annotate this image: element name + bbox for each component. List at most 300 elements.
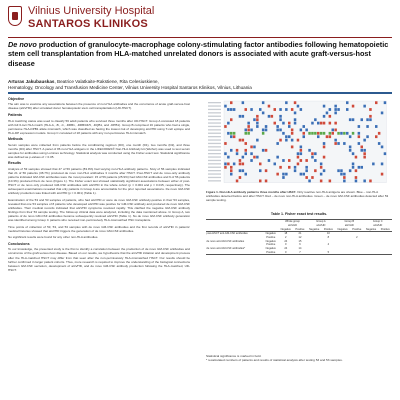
- title-divider: [8, 92, 392, 94]
- matrix-cell: [323, 115, 326, 118]
- matrix-cell: [285, 101, 288, 104]
- matrix-cell: [268, 105, 271, 108]
- matrix-cell: [329, 180, 332, 183]
- matrix-cell: [230, 135, 233, 138]
- table-cell: 18: [284, 232, 288, 236]
- title-rest: production of granulocyte-macrophage colony-stimulating factor antibodies following hematopoietic stem cell transplantation from HLA-matched unrelated donors is associated with acute graft-versus-host disease: [8, 40, 389, 68]
- matrix-cell: [242, 156, 245, 159]
- matrix-cell: [314, 159, 317, 162]
- matrix-cell: [332, 129, 335, 132]
- matrix-cell: [274, 108, 277, 111]
- matrix-cell: [352, 163, 355, 166]
- matrix-cell: [329, 135, 332, 138]
- matrix-cell: [285, 173, 288, 176]
- matrix-cell: [346, 132, 349, 135]
- matrix-cell: [247, 125, 250, 128]
- matrix-cell: [372, 163, 375, 166]
- matrix-cell: [300, 173, 303, 176]
- matrix-cell: [358, 166, 361, 169]
- table-cell: [307, 251, 322, 255]
- matrix-cell: [250, 152, 253, 155]
- matrix-cell: [259, 108, 262, 111]
- matrix-cell: [300, 129, 303, 132]
- matrix-cell: [337, 108, 340, 111]
- affiliation: Hematology, Oncology and Transfusion Medicine Center, Vilnius University Hospital Santaros Klinikos, Vilnius, Lithuania: [8, 85, 252, 90]
- row-level: Positive: [266, 243, 276, 247]
- figure-caption-title: Figure 1. Non-HLA antibody patterns three months after HSCT.: [206, 190, 297, 194]
- matrix-cell: [279, 115, 282, 118]
- matrix-cell: [349, 135, 352, 138]
- matrix-cell: [233, 135, 236, 138]
- matrix-cell: [294, 169, 297, 172]
- matrix-cell: [311, 122, 314, 125]
- figure-caption-text: Only reactive non-HLA antigens are shown. Blue – non-HLA antibodies detected before and after HSCT. Red – de novo non-HLA antibodies. Green – de novo GM-CSF antibodies detected after 53 sample testing.: [206, 190, 389, 202]
- matrix-cell: [276, 173, 279, 176]
- matrix-cell: [265, 169, 268, 172]
- figure-caption: [206, 190, 392, 202]
- matrix-cell: [230, 173, 233, 176]
- antigen-label-placeholder: [208, 105, 221, 106]
- matrix-cell: [265, 129, 268, 132]
- table-cell: 24: [284, 247, 288, 251]
- matrix-cell: [343, 176, 346, 179]
- matrix-cell: [236, 152, 239, 155]
- matrix-cell: [230, 169, 233, 172]
- matrix-cell: [256, 115, 259, 118]
- matrix-background: [224, 101, 386, 183]
- matrix-cell: [334, 142, 337, 145]
- matrix-cell: [340, 169, 343, 172]
- matrix-cell: [355, 180, 358, 183]
- section-heading: Conclusions: [8, 242, 30, 246]
- matrix-cell: [369, 118, 372, 121]
- matrix-cell: [279, 166, 282, 169]
- matrix-cell: [239, 159, 242, 162]
- section-paragraph: HLA matching status was used to classify 56 adult patients who survived three months after UD-HSCT. Group A consisted 18 patients with full 6-loci HLA match (HLA-A, -B, -C, -DRB1, -DRB3/4/5, -DQB1, and -DPB1). Group B comprised 16 patients who had a single, permissive HLA-DPB1 allele mismatch, which was classified as having the lowest risk of developing aGVHD using T-cell epitope and HLA-DP expression models. Group C consisted of 18 patients with any non-permissive HLA mismatch.: [8, 118, 190, 135]
- matrix-cell: [262, 112, 265, 115]
- matrix-cell: [242, 139, 245, 142]
- matrix-cell: [256, 125, 259, 128]
- row-label: [206, 251, 263, 255]
- matrix-cell: [375, 125, 378, 128]
- institution-subname: SANTAROS KLINIKOS: [28, 18, 148, 30]
- matrix-cell: [256, 122, 259, 125]
- matrix-cell: [305, 169, 308, 172]
- matrix-cell: [230, 108, 233, 111]
- matrix-cell: [285, 108, 288, 111]
- matrix-cell: [358, 132, 361, 135]
- matrix-cell: [311, 176, 314, 179]
- matrix-cell: [334, 122, 337, 125]
- matrix-cell: [253, 146, 256, 149]
- matrix-cell: [239, 139, 242, 142]
- section-paragraph: The aim was to examine any associations between the presence of non-HLA antibodies and the occurrence of acute graft-versus-host disease (aGVHD) after unrelated donor hematopoietic stem cell transplantation (UD-HSCT).: [8, 102, 190, 111]
- matrix-cell: [349, 118, 352, 121]
- matrix-cell: [308, 132, 311, 135]
- matrix-cell: [323, 105, 326, 108]
- section-paragraph: To our knowledge, the presented study is the first to identify a correlation between the production of de novo GM-CSF antibodies and occurrence of the graft-versus-host disease. Based on our results, we hypothesize that the aGVHD initiation and development process after the HLA-matched HSCT may differ from that seen after the non-permissively HLA-mismatched HSCT. Our results should be further confirmed in larger patient cohorts. Thus, more research is required to improve the understanding of the biological connections between GM-CSF secretion, development of aGVHD, and de novo GM-CSF antibody production following the HLA-matched, UD-HSCT.: [8, 247, 190, 272]
- matrix-cell: [242, 169, 245, 172]
- matrix-cell: [256, 156, 259, 159]
- table-cell: 8: [327, 236, 330, 240]
- matrix-cell: [282, 173, 285, 176]
- antigen-label-placeholder: [208, 136, 221, 137]
- matrix-cell: [334, 105, 337, 108]
- level-header: Positive: [293, 227, 306, 231]
- section-heading: Objective: [8, 97, 25, 101]
- matrix-cell: [303, 135, 306, 138]
- matrix-cell: [279, 129, 282, 132]
- poster-header: [8, 4, 392, 37]
- matrix-cell: [230, 118, 233, 121]
- matrix-cell: [320, 122, 323, 125]
- matrix-cell: [308, 149, 311, 152]
- section-paragraph: No significant results were found for any other non-HLA antibodies.: [8, 235, 99, 240]
- matrix-cell: [300, 159, 303, 162]
- antigen-label-placeholder: [208, 112, 221, 113]
- section-paragraph: Time points of collection of 53, 53, and 53 samples with de novo GM-CSF antibodies and the first records of aGVHD in patients' medical histories showed that aGVHD triggers the generation of de novo GM-CSF antibodies.: [8, 224, 190, 233]
- matrix-cell: [265, 149, 268, 152]
- matrix-cell: [227, 156, 230, 159]
- matrix-cell: [320, 163, 323, 166]
- matrix-cell: [343, 173, 346, 176]
- matrix-cell: [291, 129, 294, 132]
- matrix-cell: [288, 122, 291, 125]
- matrix-cell: [361, 149, 364, 152]
- matrix-cell: [291, 108, 294, 111]
- matrix-cell: [242, 115, 245, 118]
- matrix-cell: [343, 180, 346, 183]
- matrix-cell: [239, 163, 242, 166]
- matrix-cell: [294, 166, 297, 169]
- level-header: Negative: [278, 227, 293, 231]
- row-label: de novo anti-GM-CSF antibodies: [206, 239, 245, 243]
- table-cell: 14: [298, 247, 302, 251]
- matrix-cell: [317, 122, 320, 125]
- matrix-cell: [247, 132, 250, 135]
- matrix-cell: [314, 118, 317, 121]
- matrix-cell: [305, 129, 308, 132]
- matrix-cell: [317, 135, 320, 138]
- matrix-cell: [288, 159, 291, 162]
- matrix-cell: [265, 125, 268, 128]
- matrix-cell: [227, 108, 230, 111]
- agvhd-header: aGVHD: [373, 223, 383, 227]
- antigen-label-placeholder: [208, 180, 221, 181]
- presenting-author: Arturas Jakubauskas: [8, 79, 55, 84]
- matrix-cell: [358, 142, 361, 145]
- matrix-cell: [329, 115, 332, 118]
- matrix-cell: [245, 129, 248, 132]
- matrix-cell: [297, 163, 300, 166]
- matrix-cell: [303, 132, 306, 135]
- matrix-cell: [262, 149, 265, 152]
- matrix-cell: [323, 156, 326, 159]
- matrix-cell: [288, 135, 291, 138]
- matrix-cell: [291, 146, 294, 149]
- matrix-cell: [323, 132, 326, 135]
- matrix-cell: [366, 135, 369, 138]
- matrix-cell: [343, 132, 346, 135]
- matrix-cell: [245, 149, 248, 152]
- antigen-label-placeholder: [208, 139, 221, 140]
- table-cell: 10: [326, 232, 330, 236]
- matrix-cell: [245, 173, 248, 176]
- university-crest-icon: [8, 6, 22, 26]
- matrix-cell: [294, 118, 297, 121]
- matrix-cell: [285, 135, 288, 138]
- table-cell: [379, 251, 392, 255]
- level-header: Positive: [350, 227, 363, 231]
- matrix-cell: [334, 112, 337, 115]
- matrix-cell: [303, 173, 306, 176]
- matrix-cell: [245, 142, 248, 145]
- matrix-cell: [332, 132, 335, 135]
- matrix-cell: [262, 129, 265, 132]
- matrix-cell: [230, 166, 233, 169]
- matrix-cell: [245, 152, 248, 155]
- matrix-cell: [276, 156, 279, 159]
- matrix-cell: [233, 163, 236, 166]
- matrix-cell: [259, 180, 262, 183]
- matrix-cell: [236, 149, 239, 152]
- antigen-label-placeholder: [208, 153, 221, 154]
- antigen-label-placeholder: [208, 126, 221, 127]
- level-header: Positive: [322, 227, 335, 231]
- matrix-cell: [337, 132, 340, 135]
- antibody-pattern-matrix: [206, 97, 392, 188]
- matrix-cell: [288, 166, 291, 169]
- matrix-cell: [361, 146, 364, 149]
- matrix-cell: [268, 115, 271, 118]
- matrix-cell: [352, 105, 355, 108]
- section-paragraph: Analysis of 53 samples showed that 47 of 56 patients (83.9%) had varying non-HLA antibody patterns. Sixty of 56 samples indicated that 21 of 56 patients (38.7%) produced de novo non-HLA antibodies 3 months after HSCT. Post-HSCT and de novo-only antibody patterns indicated GM-CSF antibodies were the most prevalent: 15 of 56 patients (25.9%) had GM-CSF antibodies and 6 of 56 patients (10.3%) produced them de novo (Figure 1). The Fisher exact test showed statistically significant associations between either of post-HSCT or de novo only produced GM-CSF antibodies with aGVHD in the whole cohort (p = 0.004 and p = 0.015, respectively). The subsequent examinations revealed that only patients in Group A are accountable for the prior reported associations. De novo GM-CSF antibody production was linked with aGVHD (p = 0.001) (Table 1).: [8, 166, 190, 196]
- antigen-label-placeholder: [208, 156, 221, 157]
- matrix-cell: [300, 146, 303, 149]
- section-heading: Results: [8, 161, 21, 166]
- matrix-cell: [352, 132, 355, 135]
- matrix-cell: [288, 125, 291, 128]
- matrix-cell: [250, 108, 253, 111]
- matrix-cell: [253, 156, 256, 159]
- institution-name: Vilnius University Hospital: [28, 5, 155, 17]
- matrix-cell: [276, 142, 279, 145]
- group-header: Group B: [335, 220, 363, 224]
- antigen-label-placeholder: [208, 173, 221, 174]
- matrix-cell: [224, 105, 227, 108]
- antigen-label-placeholder: [208, 146, 221, 147]
- fisher-results-table: [206, 219, 392, 255]
- matrix-cell: [279, 139, 282, 142]
- section-paragraph: Examination of the 53 and 53 samples of patients, who had aGVHD or were de novo GM-CSF antibody-positive in their 53 samples, revealed that one 53 samples of 8 patients who developed aGVHD was positive for GM-CSF antibody and produced de novo GM-CSF antibodies. Their medical records indicated that aGVHD symptoms resolved rapidly. This clarified the negative GM-CSF antibody findings from their 53 sample testing. The follow-up clinical data were analyzed, including the data mentioned above. In Group A, two patients of de novo GM-CSF antibodies became subsequently resolved aGVHD (Table 1). No de novo GM-CSF antibody generation was identified among Group C patients who received non-permissively HLA-mismatched HSC transplants.: [8, 197, 190, 223]
- table-cell: 7: [293, 251, 306, 255]
- table-cell: 15: [298, 239, 302, 243]
- matrix-cell: [256, 139, 259, 142]
- matrix-cell: [340, 132, 343, 135]
- table-cell: 4: [327, 243, 330, 247]
- matrix-cell: [323, 146, 326, 149]
- antigen-label-placeholder: [208, 102, 221, 103]
- matrix-cell: [224, 152, 227, 155]
- matrix-cell: [311, 156, 314, 159]
- matrix-cell: [369, 108, 372, 111]
- figure-1: [206, 97, 392, 188]
- table-cell: [364, 251, 379, 255]
- matrix-cell: [384, 101, 387, 104]
- matrix-cell: [329, 132, 332, 135]
- table-cell: 0: [285, 243, 287, 247]
- antigen-label-placeholder: [208, 160, 221, 161]
- matrix-cell: [262, 132, 265, 135]
- matrix-cell: [282, 122, 285, 125]
- matrix-cell: [355, 169, 358, 172]
- matrix-cell: [239, 115, 242, 118]
- matrix-cell: [297, 156, 300, 159]
- matrix-cell: [349, 169, 352, 172]
- matrix-cell: [274, 122, 277, 125]
- matrix-cell: [276, 129, 279, 132]
- matrix-cell: [363, 149, 366, 152]
- matrix-cell: [375, 101, 378, 104]
- matrix-cell: [250, 159, 253, 162]
- matrix-cell: [375, 135, 378, 138]
- matrix-cell: [320, 132, 323, 135]
- co-authors: , Beatrice Valatkaite-Rakstiene, Rita Celesiuskiene,: [54, 79, 159, 84]
- matrix-cell: [320, 166, 323, 169]
- matrix-cell: [294, 101, 297, 104]
- matrix-cell: [259, 163, 262, 166]
- table-title: Table 1. Fisher exact test results.: [270, 212, 328, 216]
- table-cell: [350, 251, 363, 255]
- matrix-cell: [233, 108, 236, 111]
- matrix-cell: [314, 169, 317, 172]
- matrix-cell: [355, 176, 358, 179]
- matrix-cell: [363, 152, 366, 155]
- matrix-cell: [381, 146, 384, 149]
- table-row: [206, 251, 392, 255]
- matrix-cell: [224, 125, 227, 128]
- matrix-cell: [329, 108, 332, 111]
- matrix-cell: [366, 118, 369, 121]
- matrix-cell: [305, 176, 308, 179]
- matrix-cell: [340, 173, 343, 176]
- group-header: Group A: [307, 220, 335, 224]
- row-label: de novo anti-GM-CSF antibodies*: [206, 247, 246, 251]
- title-lead: De novo: [8, 40, 37, 49]
- matrix-cell: [227, 122, 230, 125]
- table-note: * recalculated numbers of patients and results of statistical analysis after testing 53 and 53 samples.: [206, 358, 343, 363]
- agvhd-header: aGVHD: [316, 223, 326, 227]
- matrix-cell: [358, 135, 361, 138]
- antigen-label-placeholder: [208, 167, 221, 168]
- level-header: Negative: [307, 227, 322, 231]
- table-cell: 2: [285, 236, 287, 240]
- matrix-cell: [250, 146, 253, 149]
- table-note: Statistical significance is marked in bold.: [206, 354, 262, 358]
- matrix-cell: [236, 180, 239, 183]
- table-cell: 24: [284, 239, 288, 243]
- matrix-cell: [343, 142, 346, 145]
- matrix-cell: [305, 159, 308, 162]
- table-cell: [335, 251, 350, 255]
- antigen-label-placeholder: [208, 119, 221, 120]
- matrix-cell: [334, 139, 337, 142]
- matrix-cell: [294, 112, 297, 115]
- table-cell: 12: [298, 236, 302, 240]
- matrix-cell: [242, 101, 245, 104]
- table-cell: 5: [322, 251, 335, 255]
- group-header: Group C: [364, 220, 392, 224]
- section-heading: Methods: [8, 137, 23, 142]
- matrix-cell: [230, 101, 233, 104]
- matrix-cell: [245, 132, 248, 135]
- matrix-cell: [378, 132, 381, 135]
- matrix-cell: [320, 180, 323, 183]
- matrix-cell: [268, 159, 271, 162]
- matrix-cell: [245, 108, 248, 111]
- matrix-cell: [337, 169, 340, 172]
- matrix-cell: [300, 149, 303, 152]
- table-notes: [206, 354, 392, 362]
- matrix-cell: [282, 132, 285, 135]
- antigen-label-placeholder: [208, 170, 221, 171]
- antigen-label-placeholder: [208, 143, 221, 144]
- matrix-cell: [326, 135, 329, 138]
- antigen-label-placeholder: [208, 109, 221, 110]
- row-level: Positive: [266, 236, 276, 240]
- antigen-label-placeholder: [208, 133, 221, 134]
- poster-title: [8, 40, 392, 68]
- row-level: Negative: [265, 239, 276, 243]
- matrix-cell: [227, 132, 230, 135]
- matrix-cell: [352, 152, 355, 155]
- matrix-cell: [224, 142, 227, 145]
- matrix-cell: [329, 122, 332, 125]
- section-heading: Patients: [8, 113, 22, 118]
- matrix-cell: [224, 166, 227, 169]
- matrix-cell: [308, 180, 311, 183]
- matrix-cell: [346, 101, 349, 104]
- matrix-cell: [233, 132, 236, 135]
- matrix-cell: [294, 122, 297, 125]
- antigen-label-placeholder: [208, 129, 221, 130]
- matrix-cell: [352, 166, 355, 169]
- matrix-cell: [303, 125, 306, 128]
- matrix-cell: [363, 180, 366, 183]
- antigen-label-placeholder: [208, 150, 221, 151]
- matrix-cell: [274, 163, 277, 166]
- agvhd-header: aGVHD: [288, 223, 297, 227]
- antigen-label-placeholder: [208, 122, 221, 123]
- row-level: Negative: [265, 247, 276, 251]
- matrix-cell: [366, 125, 369, 128]
- matrix-cell: [349, 149, 352, 152]
- matrix-cell: [300, 152, 303, 155]
- matrix-cell: [323, 122, 326, 125]
- level-header: Negative: [364, 227, 379, 231]
- level-header: Positive: [379, 227, 392, 231]
- matrix-cell: [282, 159, 285, 162]
- matrix-cell: [369, 180, 372, 183]
- matrix-cell: [334, 129, 337, 132]
- matrix-cell: [224, 163, 227, 166]
- matrix-cell: [239, 169, 242, 172]
- matrix-cell: [320, 173, 323, 176]
- matrix-cell: [363, 156, 366, 159]
- antigen-label-placeholder: [208, 116, 221, 117]
- row-label: post-HSCT anti-GM-CSF antibodies: [206, 232, 248, 236]
- matrix-cell: [326, 112, 329, 115]
